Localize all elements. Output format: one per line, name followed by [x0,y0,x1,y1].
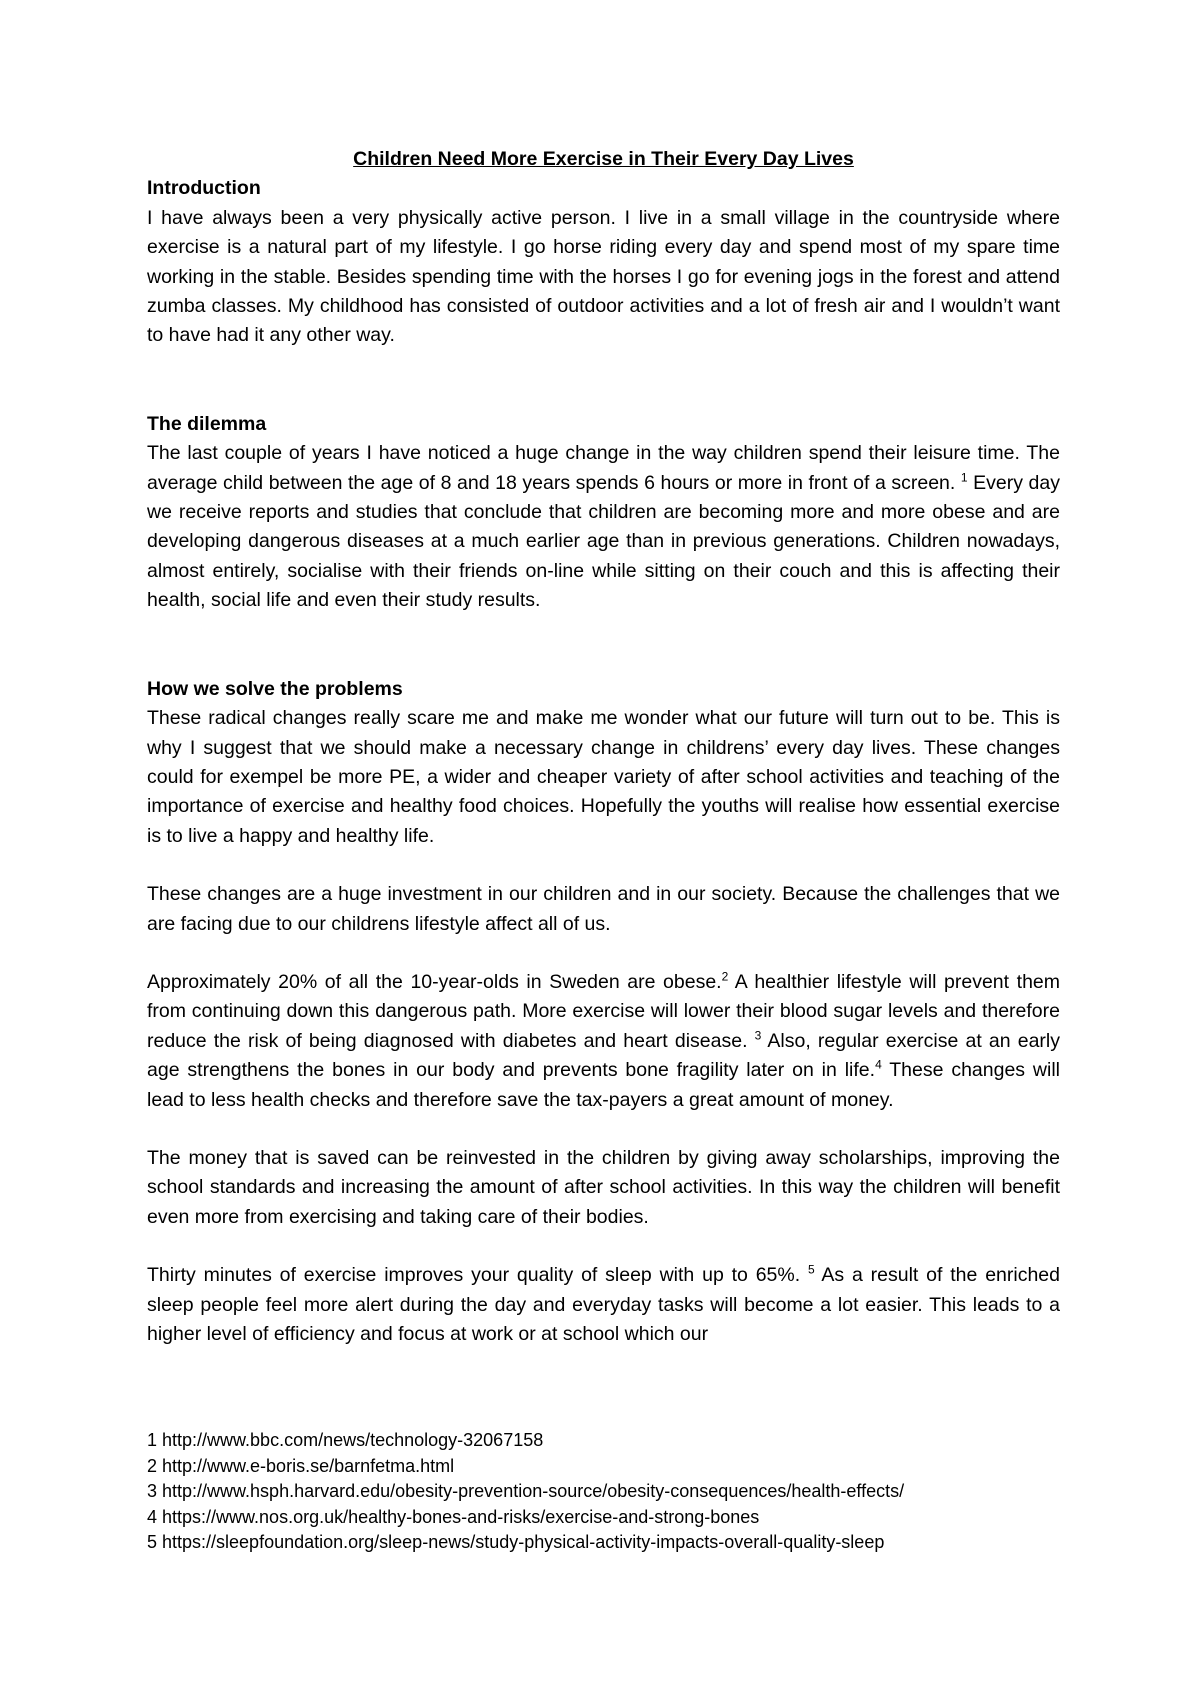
text-run: Approximately 20% of all the 10-year-olds in Sweden are obese. [147,970,722,993]
dilemma-paragraph [147,439,1060,615]
text-run: Every day we receive reports and studies that conclude that children are becoming more and more obese and are developing dangerous diseases at a much earlier age than in previous generations. Children nowadays, almost entirely, socialise with their friends on-line while sitting on their couch and this is affecting their health, social life and even their study results. [147,471,1060,612]
footnote-ref: 5 [807,1262,815,1277]
text-run: These changes will lead to less health checks and therefore save the tax-payers a great amount of money. [147,1059,1060,1111]
footnotes [147,1428,1060,1556]
introduction-paragraph: I have always been a very physically active person. I live in a small village in the countryside where exercise is a natural part of my lifestyle. I go horse riding every day and spend most of my spare time working in the stable. Besides spending time with the horses I go for evening jogs in the forest and attend zumba classes. My childhood has consisted of outdoor activities and a lot of fresh air and I wouldn’t want to have had it any other way. [147,206,1060,347]
footnote-ref: 2 [721,969,729,984]
section-heading-introduction: Introduction [147,177,261,200]
footnote-ref: 1 [960,470,968,485]
solutions-paragraph-1: These radical changes really scare me and make me wonder what our future will turn out to be. This is why I suggest that we should make a necessary change in childrens’ every day lives. These changes could for exempel be more PE, a wider and cheaper variety of after school activities and teaching of the importance of exercise and healthy food choices. Hopefully the youths will realise how essential exercise is to live a happy and healthy life. [147,707,1060,847]
document-title: Children Need More Exercise in Their Every Day Lives [353,148,854,170]
footnote: 3 http://www.hsph.harvard.edu/obesity-prevention-source/obesity-consequences/health-effects/ [147,1481,905,1501]
document-body [147,145,1060,1349]
footnote-ref: 3 [754,1028,762,1043]
text-run: A healthier lifestyle will prevent them from continuing down this dangerous path. More exercise will lower their blood sugar levels and therefore reduce the risk of being diagnosed with diabetes and heart disease. [147,970,1061,1052]
solutions-paragraph-2: These changes are a huge investment in our children and in our society. Because the challenges that we are facing due to our childrens lifestyle affect all of us. [147,883,1060,935]
section-heading-dilemma: The dilemma [147,412,267,435]
text-run: As a result of the enriched sleep people feel more alert during the day and everyday tasks will become a lot easier. This leads to a higher level of efficiency and focus at work or at school which our [147,1264,1060,1345]
solutions-paragraph-3 [147,968,1060,1115]
section-heading-solutions: How we solve the problems [147,677,403,700]
footnote: 1 http://www.bbc.com/news/technology-32067158 [147,1430,544,1450]
solutions-paragraph-4: The money that is saved can be reinvested in the children by giving away scholarships, improving the school standards and increasing the amount of after school activities. In this way the children will benefit even more from exercising and taking care of their bodies. [147,1146,1060,1228]
text-run: Also, regular exercise at an early age strengthens the bones in our body and prevents bone fragility later on in life. [147,1029,1061,1082]
footnote: 5 https://sleepfoundation.org/sleep-news/study-physical-activity-impacts-overall-quality-sleep [147,1532,885,1552]
footnote: 4 https://www.nos.org.uk/healthy-bones-and-risks/exercise-and-strong-bones [147,1506,760,1527]
footnote-ref: 4 [875,1057,882,1072]
footnote: 2 http://www.e-boris.se/barnfetma.html [147,1455,455,1476]
text-run: The last couple of years I have noticed a huge change in the way children spend their leisure time. The average child between the age of 8 and 18 years spends 6 hours or more in front of a screen. [147,442,1060,494]
text-run: Thirty minutes of exercise improves your quality of sleep with up to 65%. [147,1264,808,1287]
solutions-paragraph-5 [147,1261,1060,1349]
